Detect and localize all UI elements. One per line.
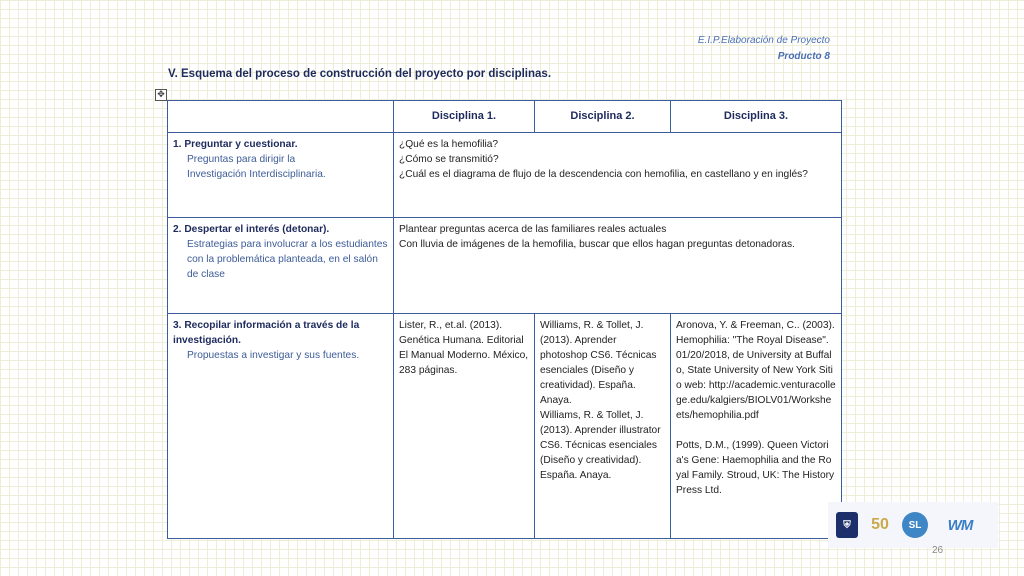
- phase-title: 2. Despertar el interés (detonar).: [173, 224, 330, 235]
- fifty-years-logo: 50: [871, 516, 889, 533]
- phase-content: Plantear preguntas acerca de las familiares reales actuales Con lluvia de imágenes de la hemofilia, buscar que ellos hagan preguntas detonadoras.: [394, 218, 842, 314]
- discipline-table: [167, 100, 842, 539]
- phase-cell: [168, 314, 394, 539]
- discipline-3-sources: Aronova, Y. & Freeman, C.. (2003). Hemophilia: "The Royal Disease". 01/20/2018, de University at Buffalo, State University of New York Sitio web: http://academic.venturacollege.edu/kalgiers/BIOLV01/Worksheets/hemophilia.pdf Potts, D.M., (1999). Queen Victoria's Gene: Haemophilia and the Royal Family. Stroud, UK: The History Press Ltd.: [671, 314, 842, 539]
- phase-description: Estrategias para involucrar a los estudiantes con la problemática planteada, en el salón de clase: [187, 239, 388, 280]
- header-discipline-3: Disciplina 3.: [671, 101, 842, 133]
- phase-content: ¿Qué es la hemofilia? ¿Cómo se transmitió? ¿Cuál es el diagrama de flujo de la descendencia con hemofilia, en castellano y en inglés?: [394, 133, 842, 218]
- table-row: [168, 314, 842, 539]
- phase-description: Preguntas para dirigir la Investigación Interdisciplinaria.: [187, 154, 326, 180]
- section-title: V. Esquema del proceso de construcción del proyecto por disciplinas.: [168, 68, 552, 80]
- phase-cell: [168, 218, 394, 314]
- institution-logos: [828, 502, 998, 548]
- header-project-title: E.I.P.Elaboración de Proyecto: [697, 35, 830, 46]
- table-move-handle-icon[interactable]: ✥: [155, 89, 167, 101]
- page-number: 26: [932, 545, 944, 556]
- wm-logo: WM: [947, 516, 973, 534]
- header-discipline-1: Disciplina 1.: [394, 101, 535, 133]
- phase-title: 1. Preguntar y cuestionar.: [173, 139, 298, 150]
- table-row: [168, 218, 842, 314]
- discipline-1-sources: Lister, R., et.al. (2013). Genética Humana. Editorial El Manual Moderno. México, 283 páginas.: [394, 314, 535, 539]
- header-discipline-2: Disciplina 2.: [535, 101, 671, 133]
- phase-title: 3. Recopilar información a través de la investigación.: [173, 320, 360, 346]
- table-header-row: [168, 101, 842, 133]
- header-product-label: Producto 8: [777, 51, 830, 62]
- table-row: [168, 133, 842, 218]
- phase-cell: [168, 133, 394, 218]
- shield-logo-icon: ⛨: [836, 512, 858, 538]
- header-empty-cell: [168, 101, 394, 133]
- discipline-2-sources: Williams, R. & Tollet, J. (2013). Aprender photoshop CS6. Técnicas esenciales (Diseño y creatividad). España. Anaya. Williams, R. & Tollet, J. (2013). Aprender illustrator CS6. Técnicas esenciales (Diseño y creatividad). España. Anaya.: [535, 314, 671, 539]
- sl-logo: SL: [902, 512, 928, 538]
- phase-description: Propuestas a investigar y sus fuentes.: [187, 350, 360, 361]
